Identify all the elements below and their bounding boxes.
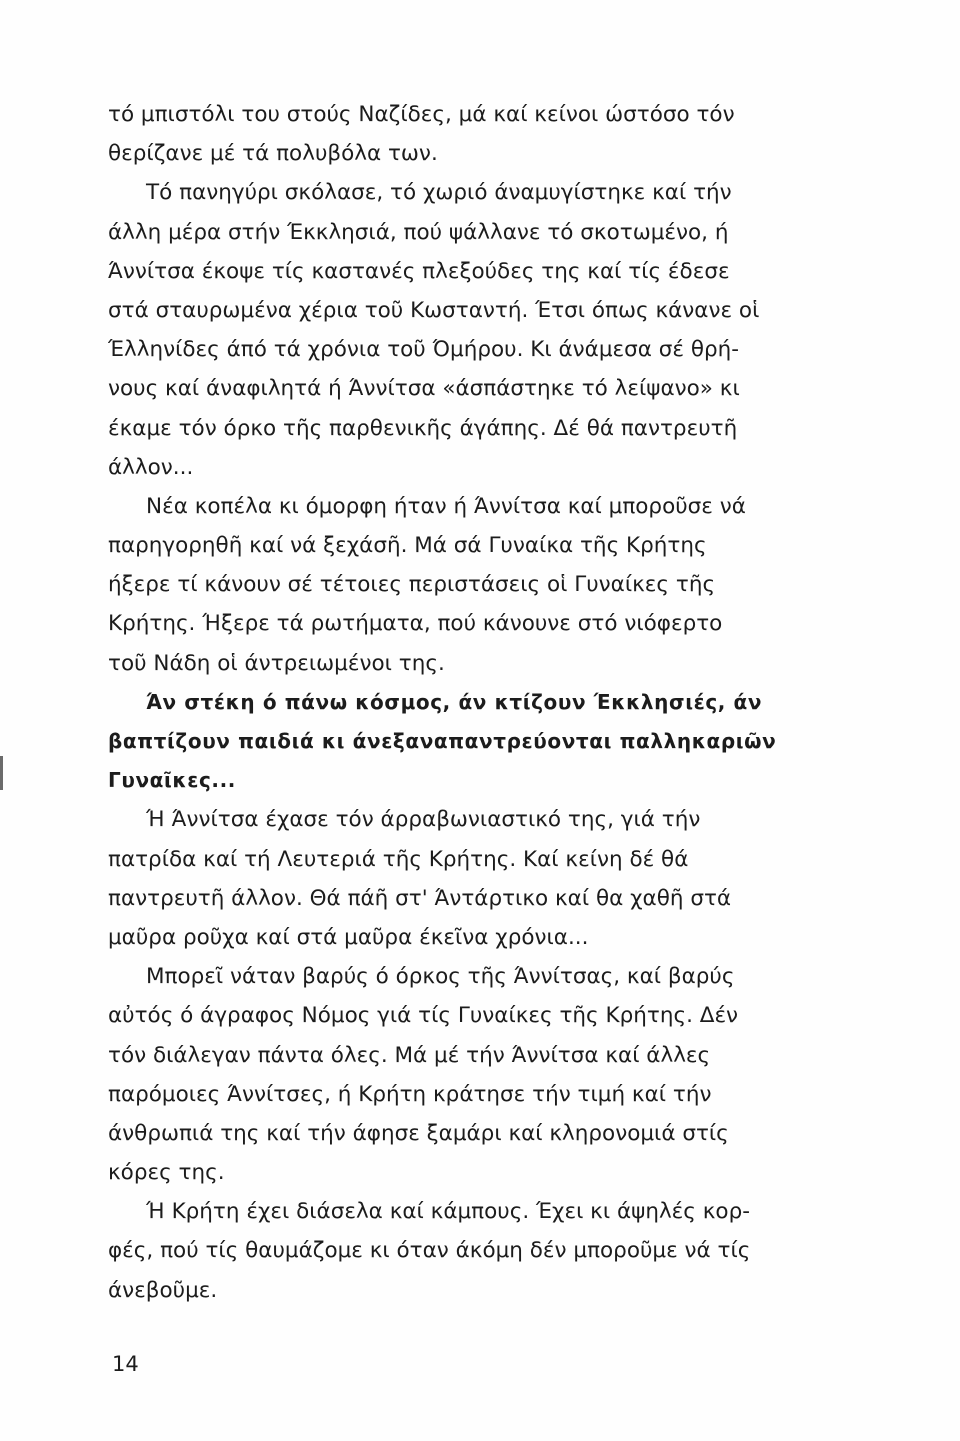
text-line: Έλληνίδες άπό τά χρόνια τοῦ Όμήρου. Κι άνάμεσα σέ θρή- — [108, 337, 740, 363]
text-line: Νέα κοπέλα κι όμορφη ήταν ή Άννίτσα καί μποροῦσε νά — [146, 493, 746, 519]
body-text — [108, 95, 858, 1310]
text-line: πατρίδα καί τή Λευτεριά τῆς Κρήτης. Καί κείνη δέ θά — [108, 846, 689, 872]
text-line: Κρήτης. Ήξερε τά ρωτήματα, πού κάνουνε στό νιόφερτο — [108, 611, 723, 637]
text-line: παρόμοιες Άννίτσες, ή Κρήτη κράτησε τήν τιμή καί τήν — [108, 1081, 712, 1107]
text-line: άνθρωπιά της καί τήν άφησε ξαμάρι καί κληρονομιά στίς — [108, 1120, 729, 1146]
page-number: 14 — [112, 1352, 139, 1376]
text-line: Άννίτσα έκοψε τίς καστανές πλεξούδες της καί τίς έδεσε — [108, 258, 730, 284]
text-line: θερίζανε μέ τά πολυβόλα των. — [108, 141, 438, 167]
bold-quote-line: βαπτίζουν παιδιά κι άνεξαναπαντρεύονται παλληκαριῶν — [108, 729, 777, 753]
text-line: Ή Άννίτσα έχασε τόν άρραβωνιαστικό της, γιά τήν — [146, 807, 701, 833]
text-line: τό μπιστόλι του στούς Ναζίδες, μά καί κείνοι ώστόσο τόν — [108, 102, 735, 127]
text-line: παντρευτῆ άλλον. Θά πάῆ στ' Άντάρτικο καί θα χαθῆ στά — [108, 885, 732, 911]
scan-edge-mark — [0, 756, 3, 790]
text-line: παρηγορηθῆ καί νά ξεχάσῆ. Μά σά Γυναίκα τῆς Κρήτης — [108, 533, 707, 559]
text-line: μαῦρα ροῦχα καί στά μαῦρα έκεῖνα χρόνια... — [108, 924, 589, 950]
text-line: Ή Κρήτη έχει διάσελα καί κάμπους. Έχει κι άψηλές κορ- — [146, 1199, 750, 1225]
bold-quote-line: Άν στέκη ό πάνω κόσμος, άν κτίζουν Έκκλησιές, άν — [146, 689, 763, 714]
text-line: άλλη μέρα στήν Έκκλησιά, πού ψάλλανε τό σκοτωμένο, ή — [108, 219, 729, 245]
text-line: τοῦ Νάδη οἱ άντρειωμένοι της. — [108, 650, 445, 676]
bold-quote-line: Γυναῖκες... — [108, 768, 236, 793]
text-line: ήξερε τί κάνουν σέ τέτοιες περιστάσεις οἱ Γυναίκες τῆς — [108, 572, 716, 598]
text-line: Τό πανηγύρι σκόλασε, τό χωριό άναμυγίστηκε καί τήν — [146, 180, 732, 206]
text-line: άλλον... — [108, 454, 194, 480]
text-line: κόρες της. — [108, 1160, 225, 1186]
text-line: νους καί άναφιλητά ή Άννίτσα «άσπάστηκε τό λείψανο» κι — [108, 376, 740, 402]
text-line: Μπορεῖ νάταν βαρύς ό όρκος τῆς Άννίτσας, καί βαρύς — [146, 964, 735, 990]
text-line: έκαμε τόν όρκο τῆς παρθενικῆς άγάπης. Δέ θά παντρευτῆ — [108, 415, 738, 441]
text-line: φές, πού τίς θαυμάζομε κι όταν άκόμη δέν μποροῦμε νά τίς — [108, 1238, 751, 1264]
text-line: αὐτός ό άγραφος Νόμος γιά τίς Γυναίκες τῆς Κρήτης. Δέν — [108, 1003, 739, 1029]
text-line: άνεβοῦμε. — [108, 1277, 218, 1303]
text-line: τόν διάλεγαν πάντα όλες. Μά μέ τήν Άννίτσα καί άλλες — [108, 1042, 711, 1068]
text-line: στά σταυρωμένα χέρια τοῦ Κωσταντή. Έτσι όπως κάνανε οἱ — [108, 297, 760, 323]
